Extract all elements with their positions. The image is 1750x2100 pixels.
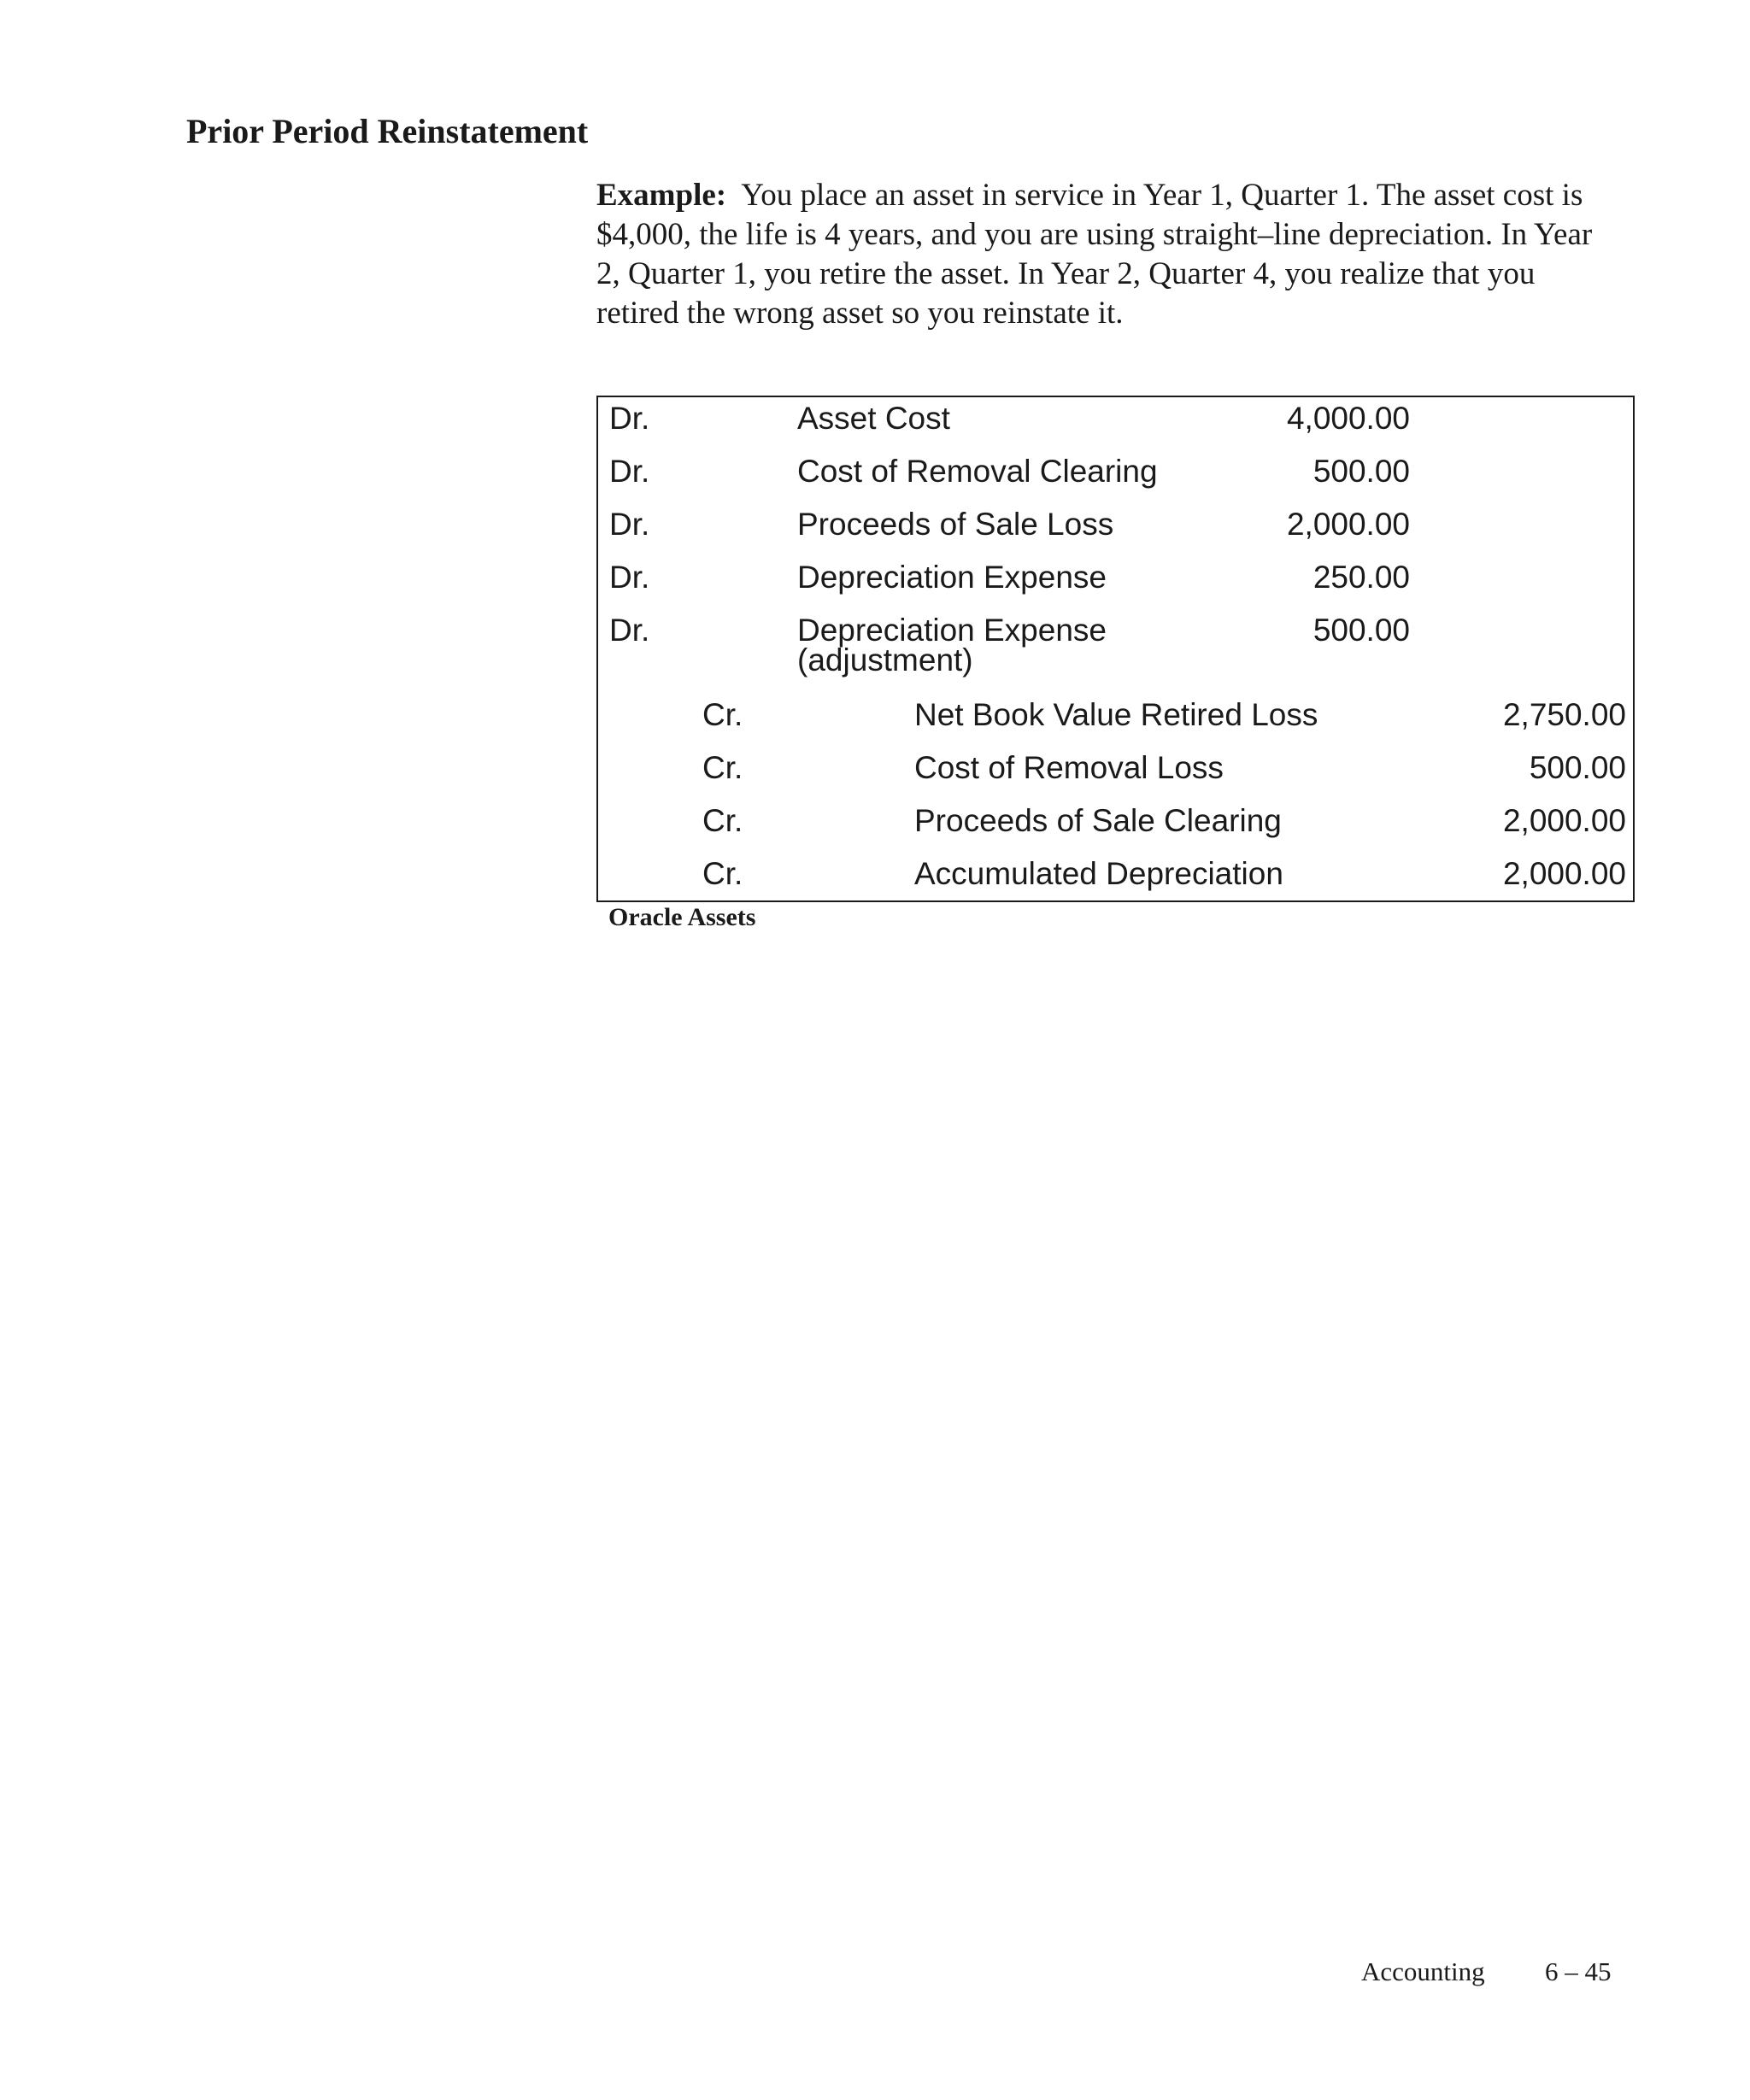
debit-amount: 500.00: [1312, 613, 1410, 648]
credit-amount: 2,000.00: [1502, 856, 1626, 891]
example-paragraph: [596, 176, 1622, 333]
example-text: You place an asset in service in Year 1, Quarter 1. The asset cost is $4,000, the life is 4 years, and you are using straight–line depreciation. In Year 2, Quarter 1, you retire the asset. In Year 2, Quarter 4, you realize that you retired the wrong asset so you reinstate it.: [596, 178, 1593, 331]
debit-amount: 500.00: [1312, 454, 1410, 489]
credit-account: Proceeds of Sale Clearing: [914, 803, 1282, 838]
debit-type: Dr.: [609, 507, 650, 542]
credit-type: Cr.: [702, 803, 743, 838]
debit-account: Proceeds of Sale Loss: [797, 507, 1114, 542]
debit-account: Asset Cost: [797, 401, 950, 436]
journal-entry-table: [596, 396, 1635, 902]
credit-type: Cr.: [702, 697, 743, 732]
debit-account-line2: (adjustment): [797, 642, 973, 678]
debit-account: Cost of Removal Clearing: [797, 454, 1158, 489]
debit-amount: 4,000.00: [1286, 401, 1410, 436]
section-heading: Prior Period Reinstatement: [186, 112, 589, 150]
debit-type: Dr.: [609, 560, 650, 595]
debit-type: Dr.: [609, 454, 650, 489]
credit-amount: 2,000.00: [1502, 803, 1626, 838]
debit-type: Dr.: [609, 401, 650, 436]
credit-amount: 500.00: [1529, 750, 1626, 785]
credit-type: Cr.: [702, 750, 743, 785]
example-label: Example:: [596, 178, 727, 213]
footer-section-name: Accounting: [1361, 1956, 1485, 1986]
debit-type: Dr.: [609, 613, 650, 648]
figure-caption: Oracle Assets: [608, 903, 756, 931]
debit-amount: 2,000.00: [1286, 507, 1410, 542]
credit-amount: 2,750.00: [1502, 697, 1626, 732]
credit-account: Accumulated Depreciation: [914, 856, 1283, 891]
credit-account: Cost of Removal Loss: [914, 750, 1224, 785]
debit-amount: 250.00: [1312, 560, 1410, 595]
credit-account: Net Book Value Retired Loss: [914, 697, 1318, 732]
footer-page-number: 6 – 45: [1545, 1956, 1612, 1986]
credit-type: Cr.: [702, 856, 743, 891]
debit-account: Depreciation Expense: [797, 613, 1107, 648]
debit-account: Depreciation Expense: [797, 560, 1107, 595]
